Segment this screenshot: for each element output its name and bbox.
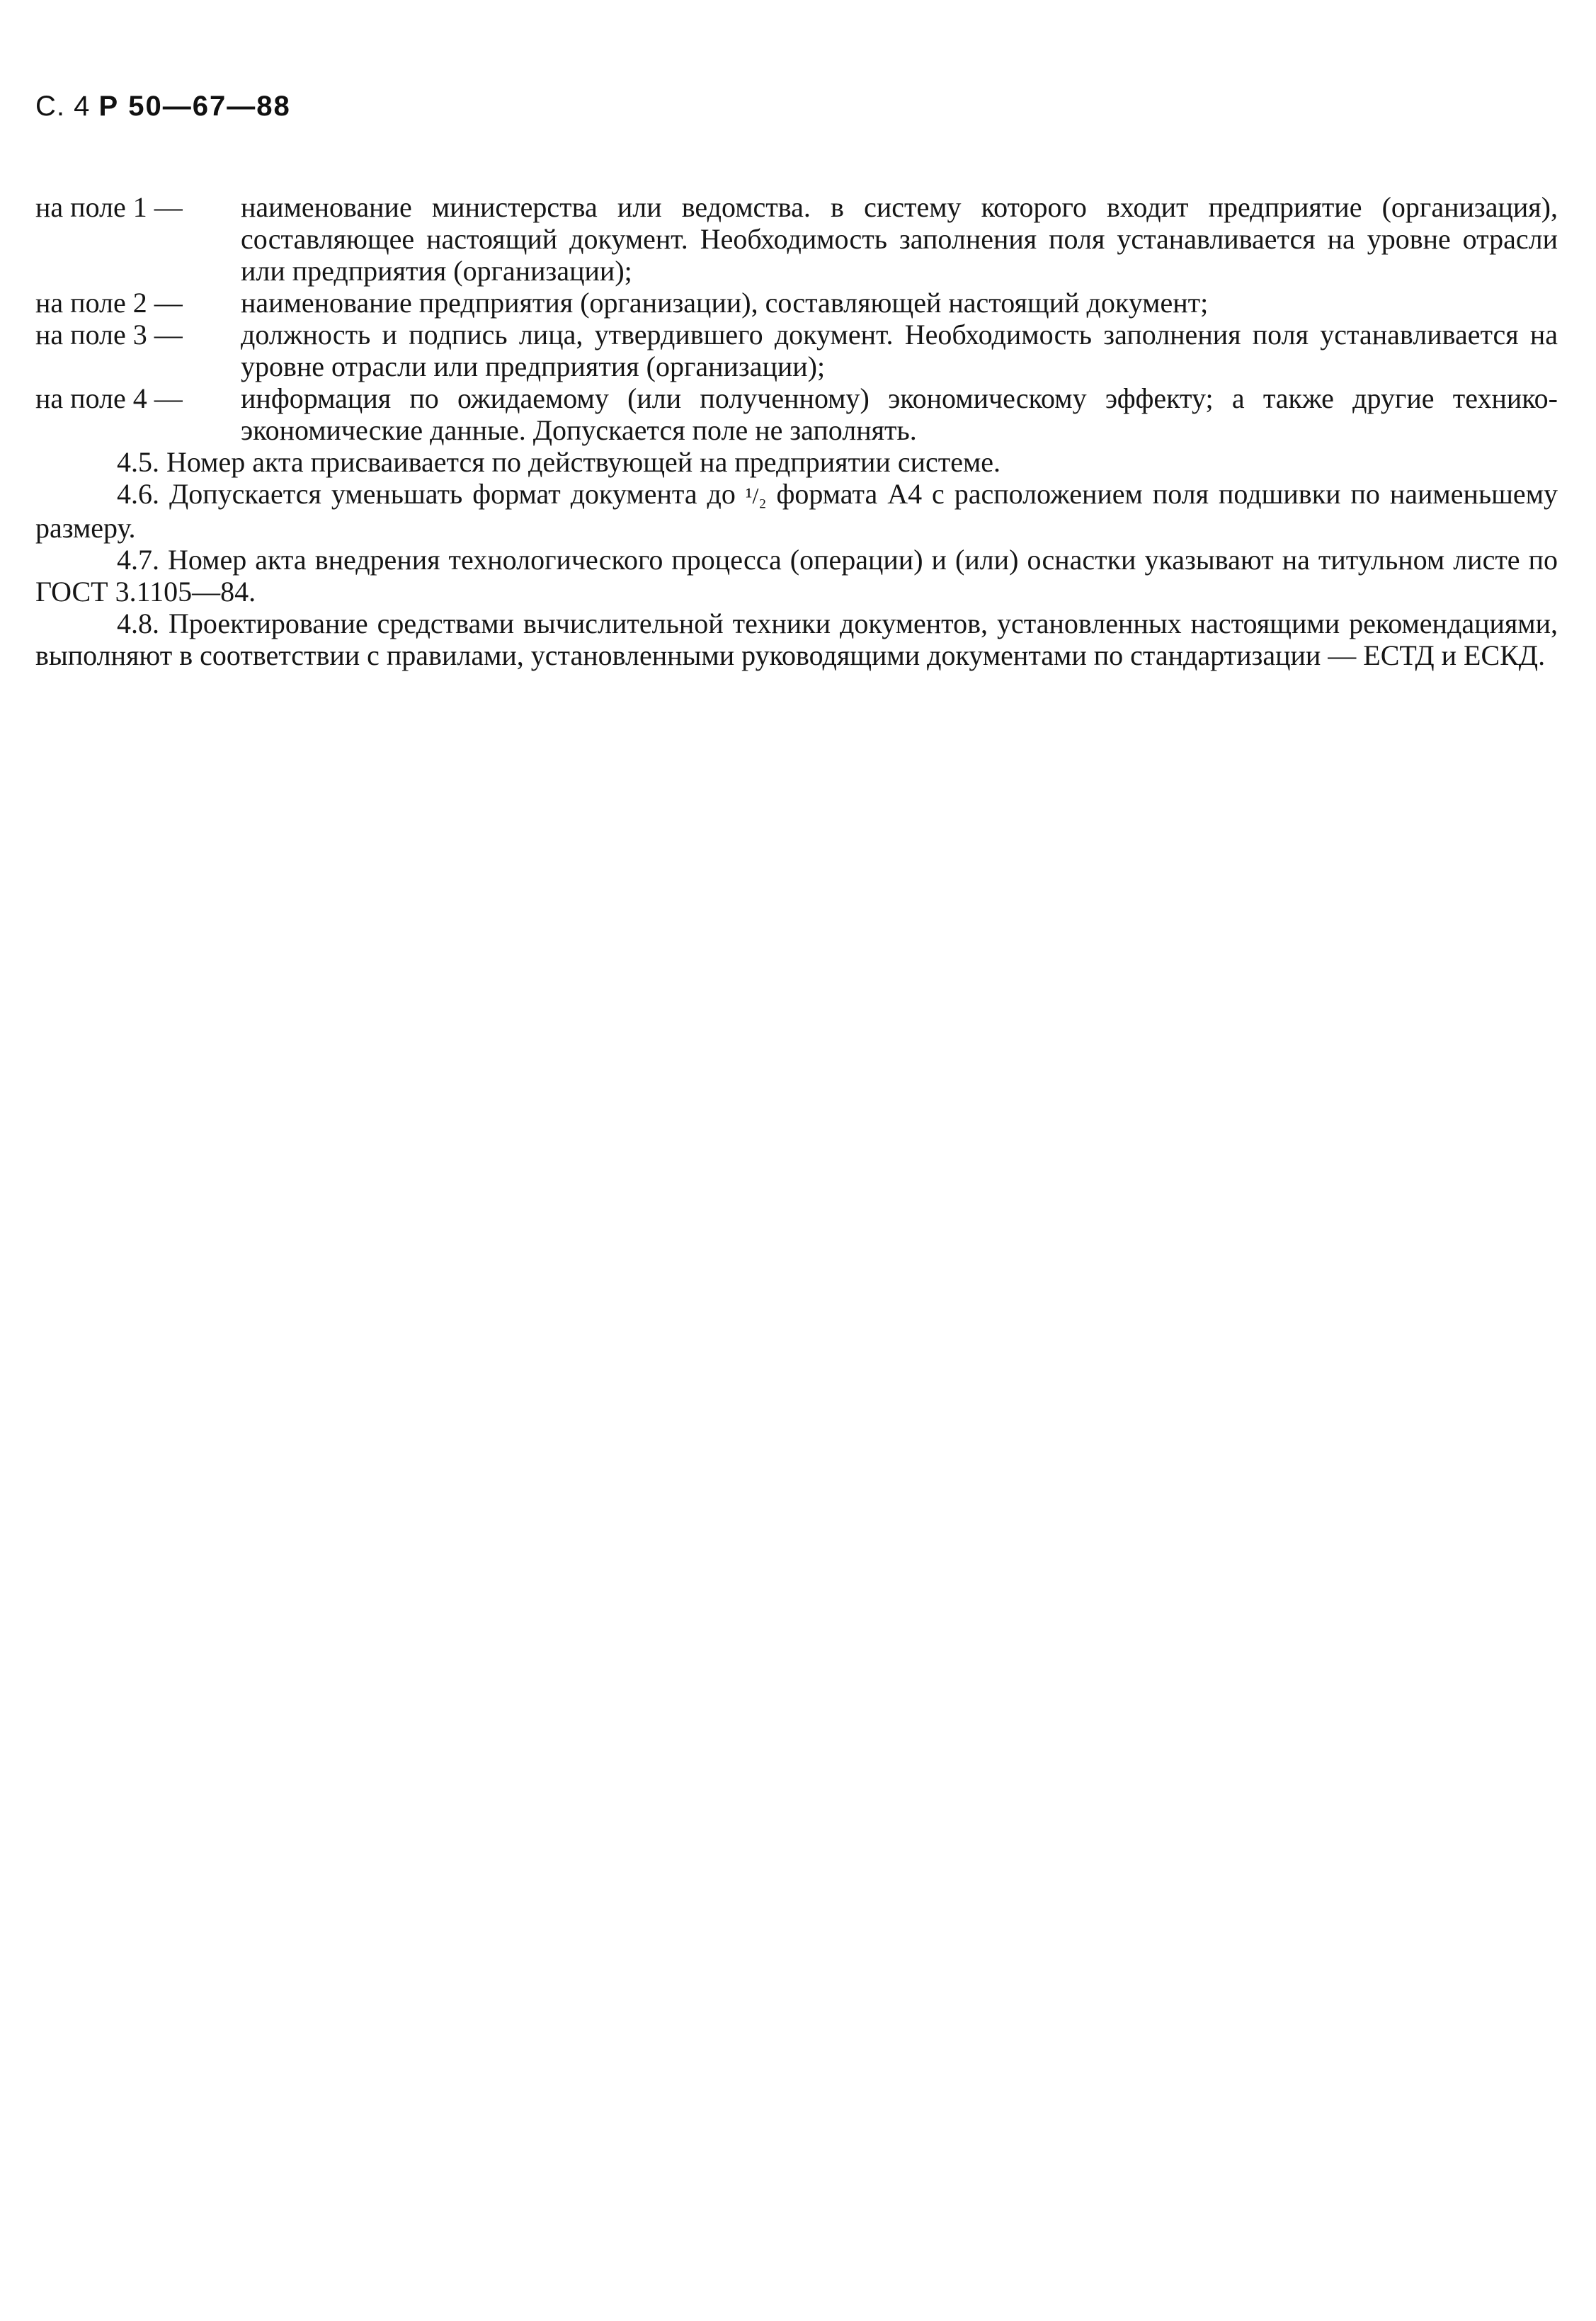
field-label: на поле 1 — — [35, 191, 183, 223]
running-header — [35, 91, 291, 122]
field-label: на поле 2 — — [35, 287, 183, 319]
paragraph-4-6 — [35, 478, 1558, 544]
field-label: на поле 4 — — [35, 382, 183, 414]
field-text: информация по ожидаемому (или полученному) экономическому эффекту; а также другие технико-экономические данные. Допускается поле не заполнять. — [241, 382, 1558, 446]
field-text: наименование министерства или ведомства. в систему которого входит предприятие (организация), составляющее настоящий документ. Необходимость заполнения поля устанавливается на уровне отрасли или предприятия (организации); — [241, 191, 1558, 287]
paragraph-4-6-end: формата А4 с расположением поля подшивки по наименьшему размеру. — [35, 478, 1558, 544]
field-text: должность и подпись лица, утвердившего документ. Необходимость заполнения поля устанавливается на уровне отрасли или предприятия (организации); — [241, 319, 1558, 382]
document-code: Р 50—67—88 — [98, 91, 291, 122]
paragraph-4-6-start: 4.6. Допускается уменьшать формат документа до — [117, 478, 746, 510]
field-description-3 — [35, 319, 1558, 382]
field-description-2 — [35, 287, 1558, 319]
page-number: С. 4 — [35, 91, 91, 122]
paragraph-4-8: 4.8. Проектирование средствами вычислительной техники документов, установленных настоящими рекомендациями, выполняют в соответствии с правилами, установленными руководящими документами по стандартизации — ЕСТД и ЕСКД. — [35, 608, 1558, 671]
body-text — [35, 191, 1558, 671]
paragraph-4-5: 4.5. Номер акта присваивается по действующей на предприятии системе. — [117, 446, 1001, 478]
paragraph-4-7: 4.7. Номер акта внедрения технологического процесса (операции) и (или) оснастки указывают на титульном листе по ГОСТ 3.1105—84. — [35, 544, 1558, 608]
field-label: на поле 3 — — [35, 319, 183, 350]
field-description-1 — [35, 191, 1558, 287]
field-text: наименование предприятия (организации), составляющей настоящий документ; — [241, 287, 1209, 319]
fraction-half: ¹/₂ — [745, 483, 767, 508]
field-description-4 — [35, 382, 1558, 446]
